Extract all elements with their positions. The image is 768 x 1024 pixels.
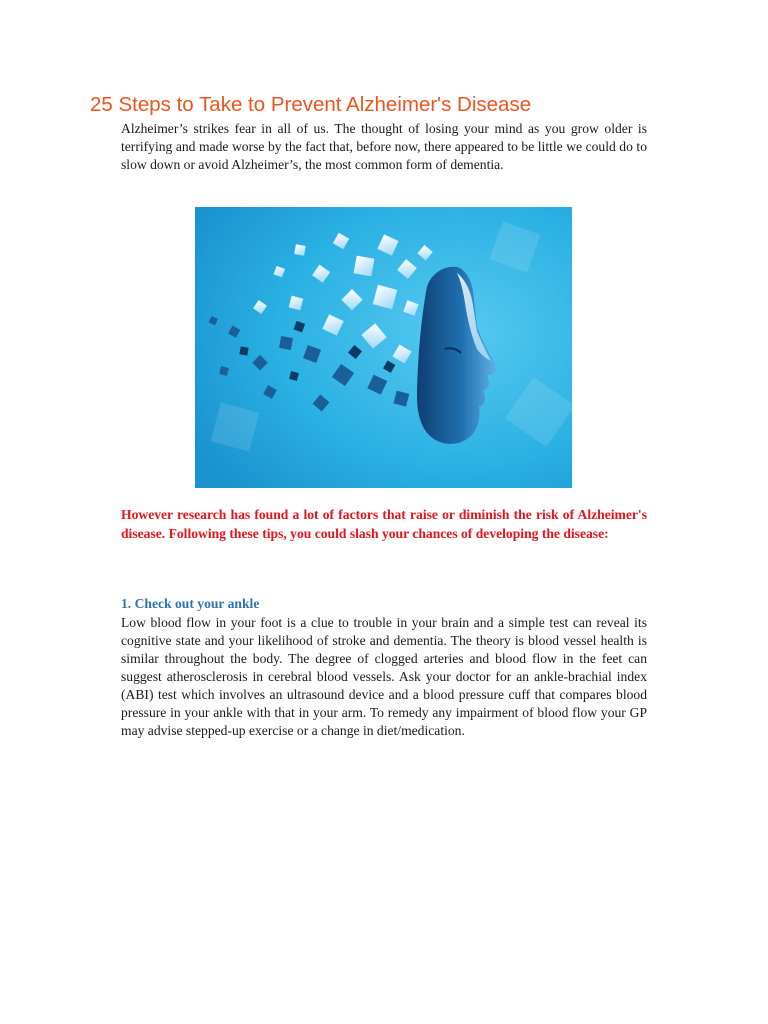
- page-title: 25 Steps to Take to Prevent Alzheimer's Disease: [90, 93, 532, 116]
- step-heading: 1. Check out your ankle: [121, 596, 260, 611]
- intro-paragraph: Alzheimer’s strikes fear in all of us. The thought of losing your mind as you grow older is terrifying and made worse by the fact that, before now, there appeared to be little we could do to slow down or avoid Alzheimer’s, the most common form of dementia.: [121, 121, 647, 172]
- step-body: Low blood flow in your foot is a clue to trouble in your brain and a simple test can reveal its cognitive state and your likelihood of stroke and dementia. The theory is blood vessel health is similar throughout the body. The degree of clogged arteries and blood flow in the feet can suggest atherosclerosis in cerebral blood vessels. Ask your doctor for an ankle-brachial index (ABI) test which involves an ultrasound device and a blood pressure cuff that compares blood pressure in your ankle with that in your arm. To remedy any impairment of blood flow your GP may advise stepped-up exercise or a change in diet/medication.: [121, 615, 647, 738]
- disintegrating-head-illustration-icon: [195, 207, 572, 488]
- research-note: However research has found a lot of factors that raise or diminish the risk of Alzheimer's disease. Following these tips, you could slash your chances of developing the disease:: [121, 507, 647, 541]
- hero-image: [195, 207, 572, 488]
